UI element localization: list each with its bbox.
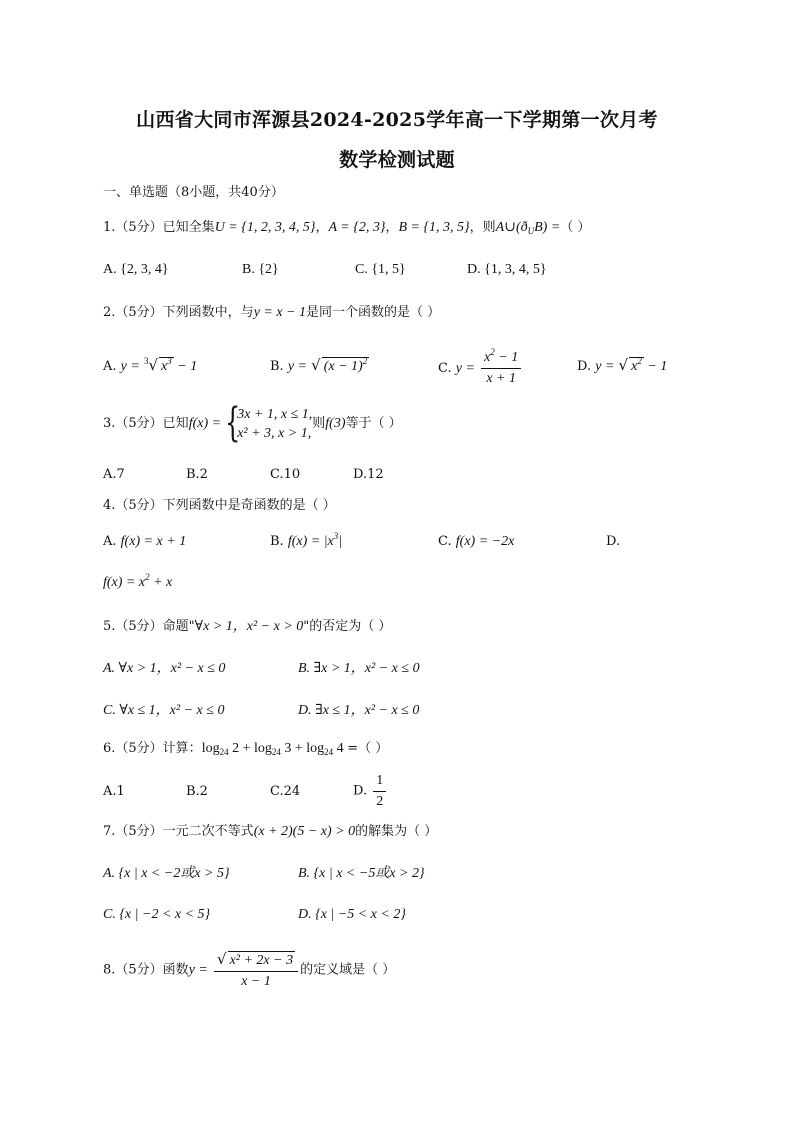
q1-set-a: A = {2, 3} <box>328 220 386 235</box>
q2-option-a: A. y = $^3$√ $x^3 - 1$ <box>103 356 198 374</box>
q5-proposition: ∀x > 1，x² − x > 0 <box>194 619 304 634</box>
q2-option-b: B. y = √ $(x - 1)^2$ <box>270 356 368 374</box>
exam-title-line1: 山西省大同市浑源县2024-2025学年高一下学期第一次月考 <box>136 109 658 131</box>
q3-option-d: D.12 <box>353 467 384 482</box>
q6-option-b: B.2 <box>186 784 208 799</box>
q3-fx: f(x) = <box>188 416 222 431</box>
exam-title-line2: 数学检测试题 <box>339 149 455 171</box>
q5-option-a: A. ∀x > 1，x² − x ≤ 0 <box>103 661 226 676</box>
q1-option-b: B. {2} <box>242 262 279 277</box>
q1-option-a: A. {2, 3, 4} <box>103 262 169 277</box>
question-6-stem: 6.（5分）计算：$\log_{24} 2 + \log_{24} 3 + \log_{24} 4$ =（ ） <box>103 741 389 757</box>
q1-expression: $A\cup(ð_UB)$ = <box>495 220 561 236</box>
q7-option-c: C. {x | −2 < x < 5} <box>103 907 211 922</box>
question-4-stem: 4.（5分）下列函数中是奇函数的是（ ） <box>103 498 336 513</box>
q1-option-d: D. {1, 3, 4, 5} <box>467 262 547 277</box>
q4-option-b: B. $f(x) = |x^3|$ <box>270 531 343 549</box>
q7-inequality: (x + 2)(5 − x) > 0 <box>253 824 356 839</box>
q5-option-b: B. ∃x > 1，x² − x ≤ 0 <box>298 661 420 676</box>
q6-option-a: A.1 <box>103 784 125 799</box>
q1-option-c: C. {1, 5} <box>355 262 406 277</box>
q4-option-d: $f(x) = x^2 + x$ <box>103 572 173 590</box>
q2-math: y = x − 1 <box>253 305 307 320</box>
q3-option-c: C.10 <box>270 467 301 482</box>
q3-option-a: A.7 <box>103 467 125 482</box>
q3-f3: f(3) <box>325 416 346 431</box>
question-7-stem: 7.（5分）一元二次不等式(x + 2)(5 − x) > 0的解集为（ ） <box>103 824 438 839</box>
q5-option-d: D. ∃x ≤ 1，x² − x ≤ 0 <box>298 703 420 718</box>
q4-option-c: C. f(x) = −2x <box>438 534 515 549</box>
question-8-stem: 8.（5分）函数y = $\frac{\text{√ x² + 2x − 3}}{x - 1}$ 的定义域是（ ） <box>103 950 396 989</box>
q1-set-b: B = {1, 3, 5} <box>398 220 470 235</box>
q3-case-2: x² + 3, x > 1, <box>237 426 312 441</box>
q3-piecewise: { 3x + 1, x ≤ 1, x² + 3, x > 1, <box>225 400 313 446</box>
q5-option-c: C. ∀x ≤ 1，x² − x ≤ 0 <box>103 703 225 718</box>
q6-option-d: D. $\frac{1}{2}$ <box>353 772 388 811</box>
q1-paren: （ ） <box>560 220 591 235</box>
q7-option-d: D. {x | −5 < x < 2} <box>298 907 406 922</box>
q1-prefix: 1.（5分）已知全集 <box>103 220 215 235</box>
question-3-stem: 3.（5分）已知f(x) = { 3x + 1, x ≤ 1, x² + 3, x > 1, 则f(3)等于（ ） <box>103 400 402 446</box>
q8-fraction: $\frac{\text{√ x² + 2x − 3}}{x - 1}$ <box>214 950 298 991</box>
q7-option-a: A. {x | x < −2或x > 5} <box>103 866 230 881</box>
q1-set-u: U = {1, 2, 3, 4, 5} <box>214 220 316 235</box>
question-2-stem: 2.（5分）下列函数中，与y = x − 1是同一个函数的是（ ） <box>103 305 441 320</box>
q4-option-a: A. f(x) = x + 1 <box>103 534 187 549</box>
question-5-stem: 5.（5分）命题"∀x > 1，x² − x > 0"的否定为（ ） <box>103 619 392 634</box>
q7-option-b: B. {x | x < −5或x > 2} <box>298 866 425 881</box>
q3-option-b: B.2 <box>186 467 208 482</box>
q3-case-1: 3x + 1, x ≤ 1, <box>237 407 313 422</box>
q6-option-c: C.24 <box>270 784 301 799</box>
section-header: 一、单选题（8小题，共40分） <box>103 185 284 200</box>
q2-option-c: C. y = $\frac{x^2 - 1}{x + 1}$ <box>438 349 523 388</box>
question-1-stem: 1.（5分）已知全集U = {1, 2, 3, 4, 5}，A = {2, 3}，B = {1, 3, 5}，则$A\cup(ð_UB)$ =（ ） <box>103 220 591 236</box>
q2-option-d: D. y = √ $x^2 - 1$ <box>577 356 668 374</box>
q4-option-d-label: D. <box>606 534 621 549</box>
q1-then: ，则 <box>469 220 496 235</box>
